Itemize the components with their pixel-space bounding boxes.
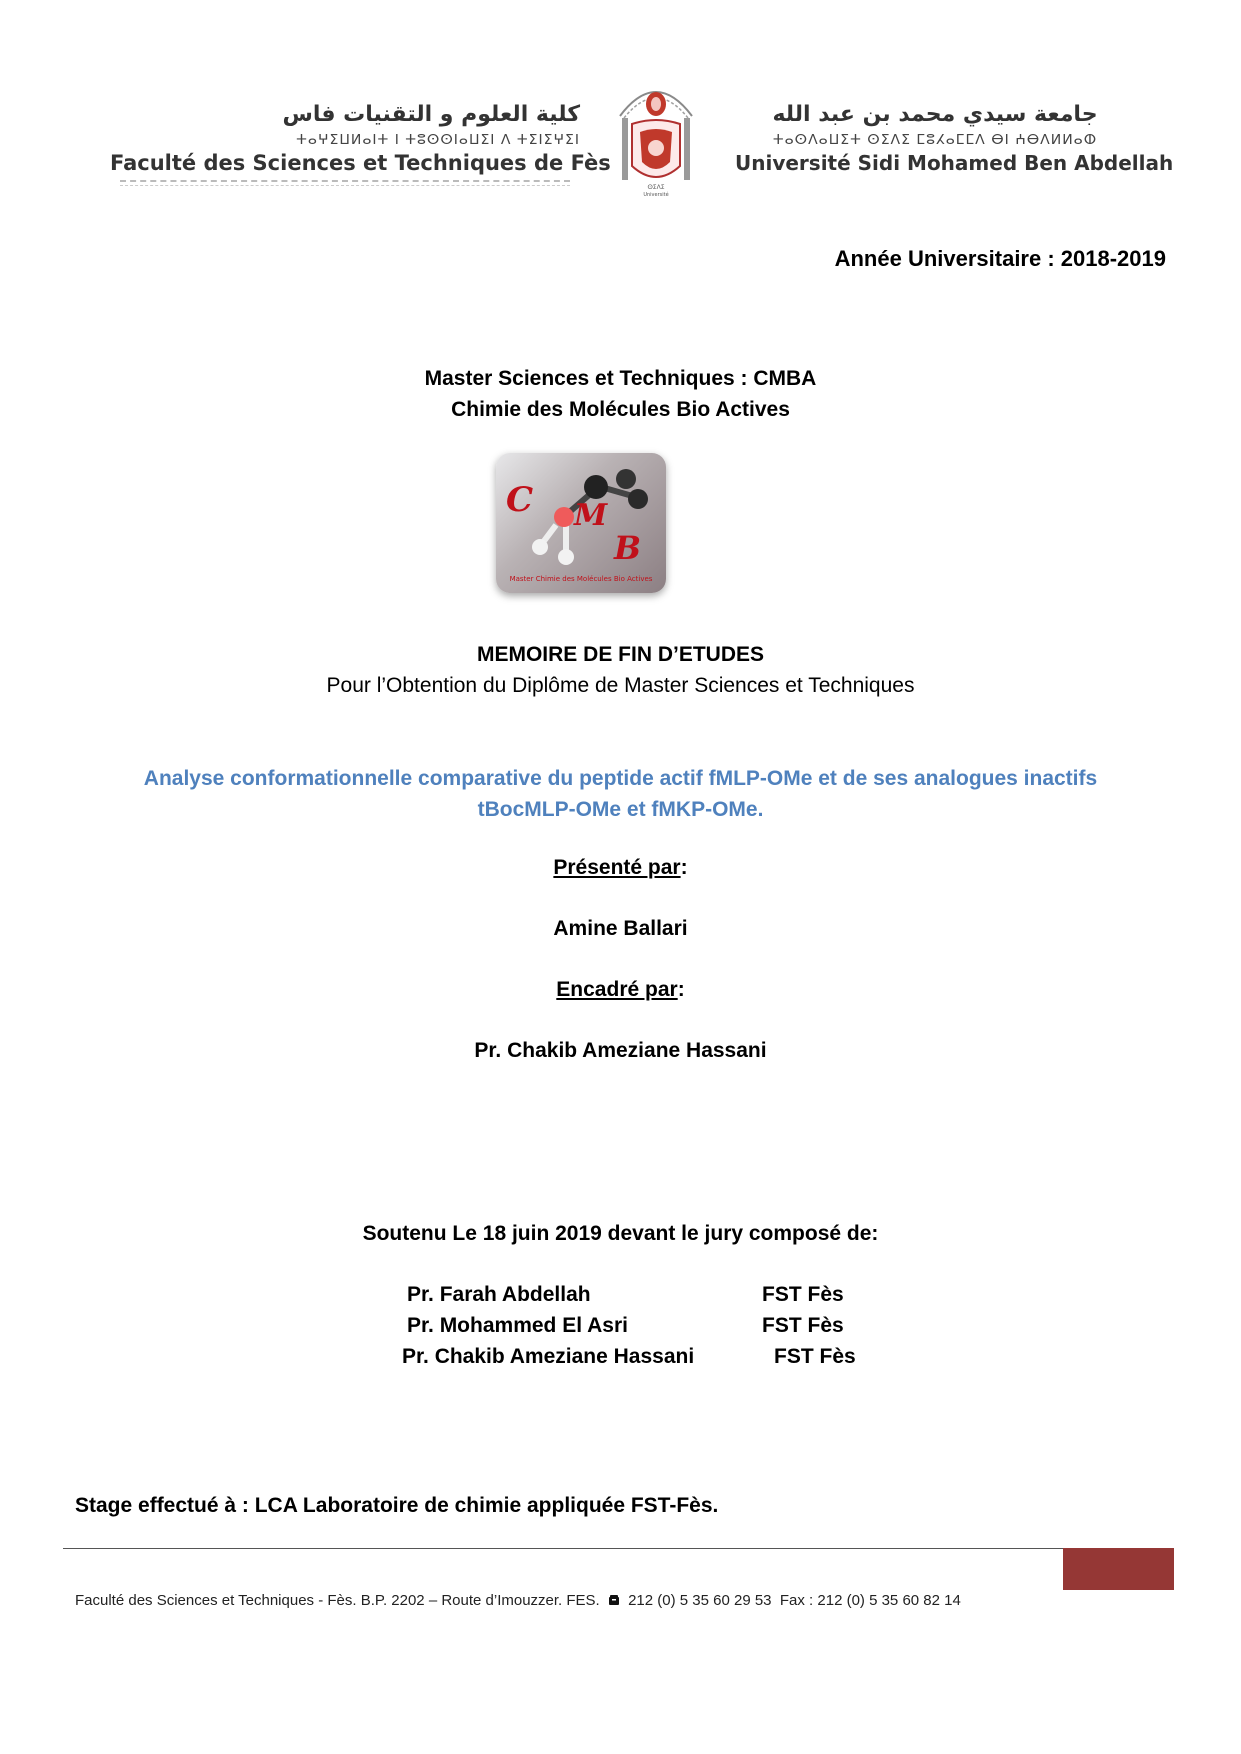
- university-name-french: Université Sidi Mohamed Ben Abdellah: [735, 151, 1174, 175]
- jury-member-name: Pr. Chakib Ameziane Hassani: [402, 1345, 695, 1368]
- supervised-by-colon: :: [677, 978, 685, 1001]
- header-divider: [120, 180, 570, 182]
- faculty-name-tifinagh: ⵜⴰⵖⵉⵡⵍⴰⵏⵜ ⵏ ⵜⵓⵙⵙⵏⴰⵡⵉⵏ ⴷ ⵜⵉⵏⵉⵖⵉⵏ: [296, 132, 580, 148]
- defense-statement: Soutenu Le 18 juin 2019 devant le jury composé de:: [362, 1222, 879, 1245]
- jury-member-name: Pr. Farah Abdellah: [407, 1283, 591, 1306]
- faculty-name-french: Faculté des Sciences et Techniques de Fès: [110, 151, 611, 175]
- internship-location: Stage effectué à : LCA Laboratoire de chimie appliquée FST-Fès.: [75, 1494, 719, 1517]
- footer-address: Faculté des Sciences et Techniques - Fès. B.P. 2202 – Route d’Imouzzer. FES.: [75, 1592, 600, 1609]
- svg-text:Master Chimie des Molécules Bi: Master Chimie des Molécules Bio Actives: [509, 575, 653, 583]
- thesis-title: [100, 763, 1141, 825]
- footer-phone: 212 (0) 5 35 60 29 53: [628, 1592, 772, 1609]
- svg-text:ⵙⵉⴷⵉ: ⵙⵉⴷⵉ: [647, 184, 665, 191]
- supervised-by-text: Encadré par: [556, 978, 678, 1001]
- jury-member-affiliation: FST Fès: [762, 1314, 844, 1337]
- molecule-icon: [496, 453, 666, 593]
- university-emblem-icon: [610, 76, 702, 198]
- svg-text:C: C: [506, 480, 534, 520]
- thesis-title-line1: Analyse conformationnelle comparative du peptide actif fMLP-OMe et de ses analogues inactifs: [143, 767, 1098, 790]
- master-title: Master Sciences et Techniques : CMBA: [424, 367, 817, 390]
- thesis-title-line2: tBocMLP-OMe et fMKP-OMe.: [477, 798, 764, 821]
- header-divider-secondary: [120, 185, 570, 186]
- presented-by-text: Présenté par: [553, 856, 681, 879]
- svg-text:M: M: [574, 498, 608, 533]
- university-header: [735, 100, 1174, 176]
- supervisor-name: Pr. Chakib Ameziane Hassani: [474, 1039, 767, 1062]
- faculty-name-arabic: كلية العلوم و التقنيات فاس: [282, 102, 580, 127]
- jury-member-affiliation: FST Fès: [774, 1345, 856, 1368]
- memoire-title: MEMOIRE DE FIN D’ETUDES: [476, 643, 765, 666]
- presented-by-label: [0, 856, 1241, 880]
- phone-icon: [608, 1594, 620, 1606]
- university-name-tifinagh: ⵜⴰⵙⴷⴰⵡⵉⵜ ⵙⵉⴷⵉ ⵎⵓⵃⴰⵎⵎⴷ ⴱⵏ ⵄⴱⴷⵍⵍⴰⵀ: [772, 132, 1098, 148]
- svg-text:B: B: [614, 529, 642, 567]
- faculty-header: [110, 100, 611, 176]
- cmb-logo: [496, 453, 666, 593]
- jury-member-name: Pr. Mohammed El Asri: [407, 1314, 628, 1337]
- academic-year: Année Universitaire : 2018-2019: [834, 246, 1166, 271]
- supervised-by-label: [0, 978, 1241, 1002]
- footer-divider: [63, 1548, 1173, 1549]
- jury-member-affiliation: FST Fès: [762, 1283, 844, 1306]
- footer-color-block: [1063, 1548, 1174, 1590]
- presented-by-colon: :: [680, 856, 688, 879]
- master-subtitle: Chimie des Molécules Bio Actives: [451, 398, 790, 421]
- svg-text:Université: Université: [643, 192, 669, 198]
- footer-fax: Fax : 212 (0) 5 35 60 82 14: [779, 1592, 961, 1609]
- memoire-subtitle: Pour l’Obtention du Diplôme de Master Sciences et Techniques: [326, 674, 915, 697]
- university-name-arabic: جامعة سيدي محمد بن عبد الله: [772, 102, 1098, 127]
- student-name: Amine Ballari: [553, 917, 688, 940]
- footer-contact: [75, 1592, 961, 1609]
